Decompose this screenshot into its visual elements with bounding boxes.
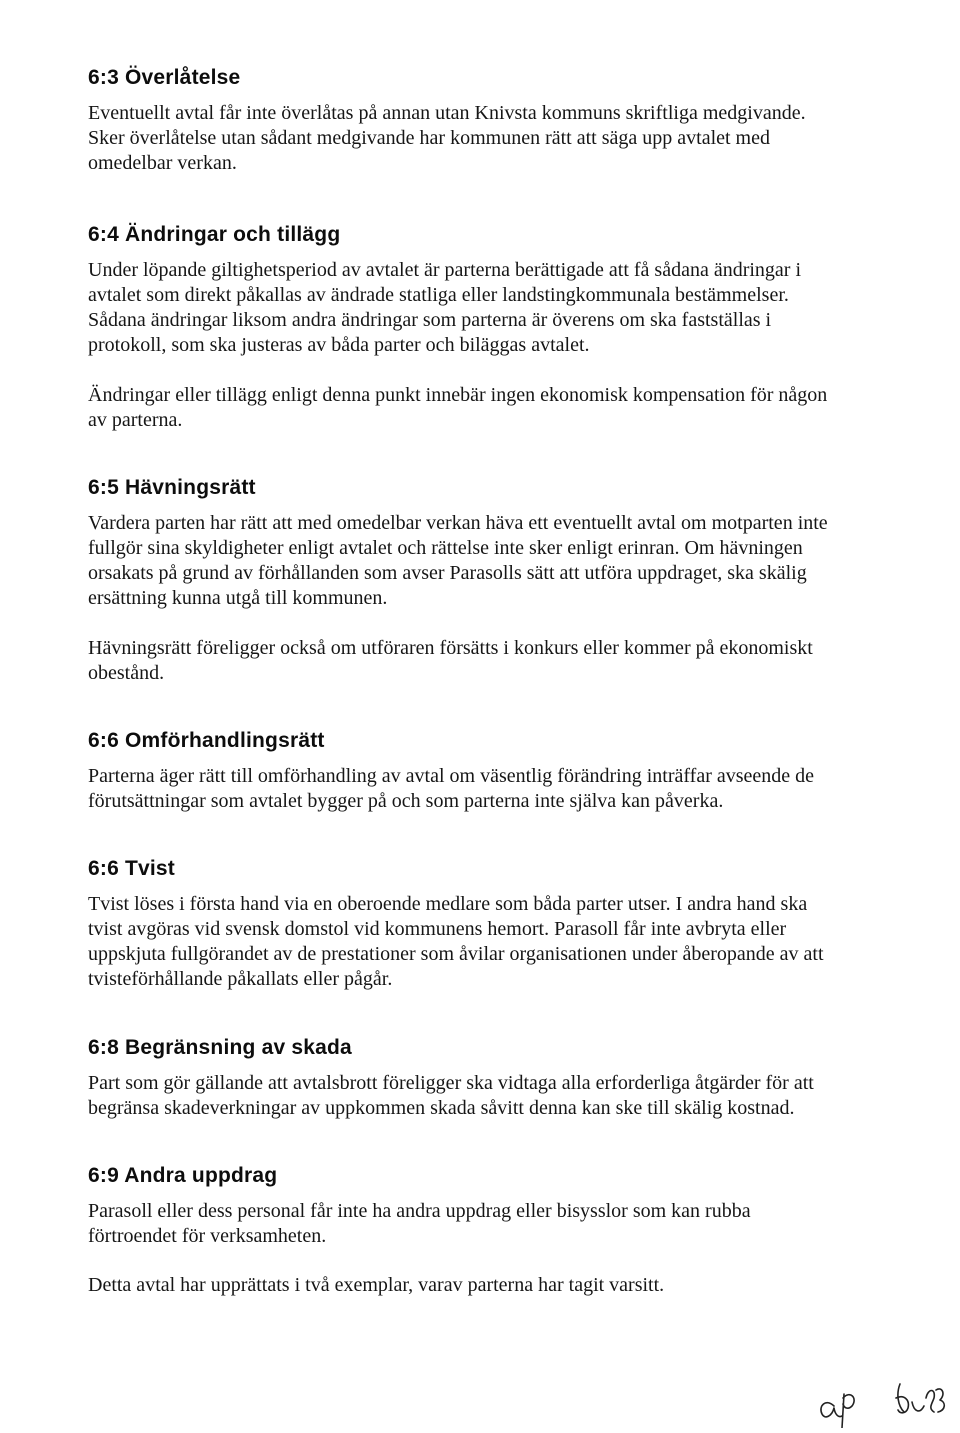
text-line: Ändringar eller tillägg enligt denna punkt innebär ingen ekonomisk kompensation för någon bbox=[88, 384, 828, 406]
text-line: Parterna äger rätt till omförhandling av avtal om väsentlig förändring inträffar avseende de bbox=[88, 765, 815, 787]
section-heading-6-3: 6:3 Överlåtelse bbox=[88, 66, 241, 89]
text-line: avtalet som direkt påkallas av ändrade statliga eller landstingkommunala bestämmelser. bbox=[88, 284, 789, 306]
paragraph-6-9-a bbox=[88, 1199, 908, 1249]
text-line: Tvist löses i första hand via en oberoende medlare som båda parter utser. I andra hand ska bbox=[88, 893, 808, 915]
handwritten-initials bbox=[812, 1368, 960, 1428]
text-line: Parasoll eller dess personal får inte ha andra uppdrag eller bisysslor som kan rubba bbox=[88, 1200, 751, 1222]
text-line: protokoll, som ska justeras av båda parter och biläggas avtalet. bbox=[88, 334, 590, 356]
text-line: Hävningsrätt föreligger också om utföraren försätts i konkurs eller kommer på ekonomiskt bbox=[88, 637, 813, 659]
text-line: tvist avgöras vid svensk domstol vid kommunens hemort. Parasoll får inte avbryta eller bbox=[88, 918, 787, 940]
section-heading-6-6-dispute: 6:6 Tvist bbox=[88, 857, 175, 880]
text-line: Part som gör gällande att avtalsbrott föreligger ska vidtaga alla erforderliga åtgärder för att bbox=[88, 1072, 814, 1094]
text-line: av parterna. bbox=[88, 409, 183, 431]
text-line: förutsättningar som avtalet bygger på och som parterna inte själva kan påverka. bbox=[88, 790, 724, 812]
text-line: Under löpande giltighetsperiod av avtalet är parterna berättigade att få sådana ändringar i bbox=[88, 259, 802, 281]
text-line: omedelbar verkan. bbox=[88, 152, 237, 174]
section-heading-6-6-renegotiation: 6:6 Omförhandlingsrätt bbox=[88, 729, 325, 752]
section-heading-6-5: 6:5 Hävningsrätt bbox=[88, 476, 256, 499]
paragraph-6-6-dispute bbox=[88, 892, 908, 992]
text-line: Eventuellt avtal får inte överlåtas på annan utan Knivsta kommuns skriftliga medgivande. bbox=[88, 102, 806, 124]
text-line: Sådana ändringar liksom andra ändringar som parterna är överens om ska fastställas i bbox=[88, 309, 772, 331]
text-line: Vardera parten har rätt att med omedelbar verkan häva ett eventuellt avtal om motparten inte bbox=[88, 512, 828, 534]
text-line: fullgör sina skyldigheter enligt avtalet och rättelse inte sker enligt erinran. Om hävningen bbox=[88, 537, 803, 559]
text-line: obestånd. bbox=[88, 662, 165, 684]
paragraph-6-4-b bbox=[88, 383, 908, 433]
paragraph-6-5-b bbox=[88, 636, 908, 686]
paragraph-6-3 bbox=[88, 101, 908, 176]
section-heading-6-9: 6:9 Andra uppdrag bbox=[88, 1164, 278, 1187]
text-line: tvisteförhållande påkallats eller pågår. bbox=[88, 968, 393, 990]
text-line: Sker överlåtelse utan sådant medgivande har kommunen rätt att säga upp avtalet med bbox=[88, 127, 770, 149]
text-line: ersättning kunna utgå till kommunen. bbox=[88, 587, 388, 609]
paragraph-6-8 bbox=[88, 1071, 908, 1121]
section-heading-6-4: 6:4 Ändringar och tillägg bbox=[88, 223, 341, 246]
paragraph-closing bbox=[88, 1273, 908, 1298]
paragraph-6-6-renegotiation bbox=[88, 764, 908, 814]
text-line: förtroendet för verksamheten. bbox=[88, 1225, 327, 1247]
paragraph-6-4-a bbox=[88, 258, 908, 358]
text-line: begränsa skadeverkningar av uppkommen skada såvitt denna kan ske till skälig kostnad. bbox=[88, 1097, 795, 1119]
text-line: orsakats på grund av förhållanden som avser Parasolls sätt att utföra uppdraget, ska skälig bbox=[88, 562, 807, 584]
section-heading-6-8: 6:8 Begränsning av skada bbox=[88, 1036, 352, 1059]
text-line: uppskjuta fullgörandet av de prestationer som åvilar organisationen under åberopande av att bbox=[88, 943, 824, 965]
paragraph-6-5-a bbox=[88, 511, 908, 611]
text-line: Detta avtal har upprättats i två exemplar, varav parterna har tagit varsitt. bbox=[88, 1274, 665, 1296]
